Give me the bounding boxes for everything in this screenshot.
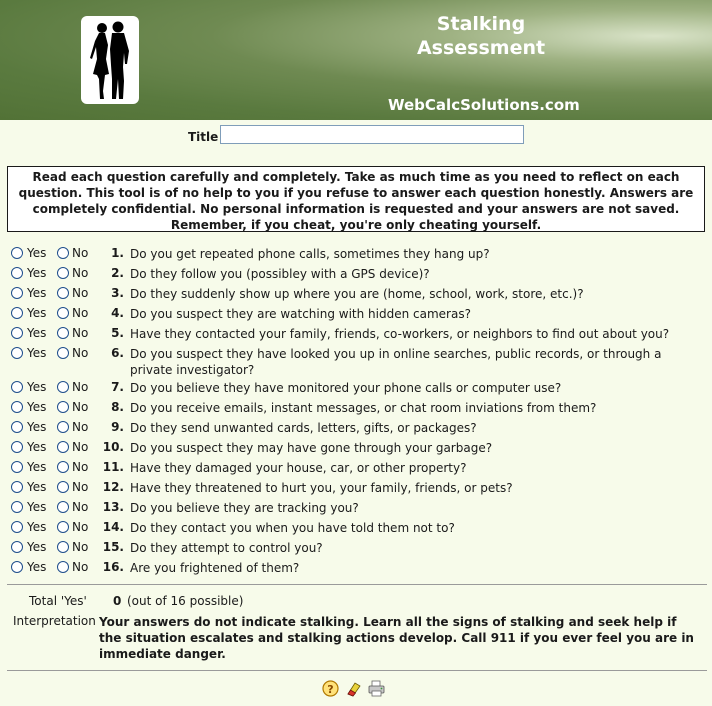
no-label[interactable]: No <box>72 480 89 494</box>
yes-label[interactable]: Yes <box>27 420 47 434</box>
question-row <box>0 440 712 460</box>
total-label: Total 'Yes' <box>29 594 87 608</box>
question-number: 5. <box>111 326 124 340</box>
total-note: (out of 16 possible) <box>127 594 244 608</box>
no-radio[interactable] <box>57 401 69 413</box>
no-radio[interactable] <box>57 287 69 299</box>
question-text: Do you suspect they have looked you up in online searches, public records, or through a private investigator? <box>130 347 662 377</box>
yes-radio[interactable] <box>11 441 23 453</box>
instructions-box: Read each question carefully and completely. Take as much time as you need to reflect on each question. This tool is of no help to you if you refuse to answer each question honestly. Answers are completely confidential. No personal information is requested and your answers are not saved. Remember, if you cheat, you're only cheating yourself. <box>7 166 705 232</box>
question-text: Have they contacted your family, friends, co-workers, or neighbors to find out about you? <box>130 327 670 341</box>
no-radio[interactable] <box>57 307 69 319</box>
no-radio[interactable] <box>57 481 69 493</box>
yes-label[interactable]: Yes <box>27 246 47 260</box>
no-radio[interactable] <box>57 521 69 533</box>
question-text: Do you suspect they are watching with hidden cameras? <box>130 307 471 321</box>
no-radio[interactable] <box>57 541 69 553</box>
yes-radio[interactable] <box>11 381 23 393</box>
question-row <box>0 420 712 440</box>
total-value: 0 <box>113 594 122 608</box>
no-radio[interactable] <box>57 421 69 433</box>
logo <box>81 16 139 104</box>
yes-label[interactable]: Yes <box>27 346 47 360</box>
yes-radio[interactable] <box>11 461 23 473</box>
question-number: 16. <box>102 560 124 574</box>
yes-label[interactable]: Yes <box>27 520 47 534</box>
question-number: 9. <box>111 420 124 434</box>
title-input[interactable] <box>220 125 524 144</box>
yes-label[interactable]: Yes <box>27 286 47 300</box>
question-row <box>0 286 712 306</box>
yes-radio[interactable] <box>11 481 23 493</box>
yes-label[interactable]: Yes <box>27 500 47 514</box>
no-label[interactable]: No <box>72 326 89 340</box>
question-text: Do they send unwanted cards, letters, gifts, or packages? <box>130 421 477 435</box>
yes-label[interactable]: Yes <box>27 560 47 574</box>
yes-label[interactable]: Yes <box>27 440 47 454</box>
question-number: 7. <box>111 380 124 394</box>
question-number: 3. <box>111 286 124 300</box>
app-title-line2: Assessment <box>416 37 546 59</box>
yes-radio[interactable] <box>11 521 23 533</box>
question-row <box>0 480 712 500</box>
question-text: Do they attempt to control you? <box>130 541 323 555</box>
site-name: WebCalcSolutions.com <box>388 96 580 114</box>
no-label[interactable]: No <box>72 440 89 454</box>
yes-label[interactable]: Yes <box>27 326 47 340</box>
printer-icon[interactable] <box>368 680 385 697</box>
yes-label[interactable]: Yes <box>27 306 47 320</box>
divider-bottom <box>7 670 707 671</box>
question-number: 11. <box>102 460 124 474</box>
question-row <box>0 346 712 380</box>
question-text: Do you get repeated phone calls, sometimes they hang up? <box>130 247 490 261</box>
divider-top <box>7 584 707 585</box>
no-label[interactable]: No <box>72 266 89 280</box>
no-radio[interactable] <box>57 247 69 259</box>
question-number: 1. <box>111 246 124 260</box>
no-radio[interactable] <box>57 461 69 473</box>
eraser-icon[interactable] <box>345 680 362 697</box>
question-text: Do you receive emails, instant messages, or chat room inviations from them? <box>130 401 597 415</box>
question-number: 6. <box>111 346 124 360</box>
no-radio[interactable] <box>57 327 69 339</box>
question-row <box>0 380 712 400</box>
question-row <box>0 306 712 326</box>
no-label[interactable]: No <box>72 460 89 474</box>
yes-radio[interactable] <box>11 267 23 279</box>
no-label[interactable]: No <box>72 346 89 360</box>
question-row <box>0 500 712 520</box>
yes-label[interactable]: Yes <box>27 380 47 394</box>
question-row <box>0 246 712 266</box>
question-number: 2. <box>111 266 124 280</box>
question-number: 14. <box>102 520 124 534</box>
no-label[interactable]: No <box>72 520 89 534</box>
no-label[interactable]: No <box>72 286 89 300</box>
no-label[interactable]: No <box>72 540 89 554</box>
app-title <box>400 12 562 60</box>
no-label[interactable]: No <box>72 380 89 394</box>
question-row <box>0 560 712 580</box>
no-radio[interactable] <box>57 347 69 359</box>
yes-radio[interactable] <box>11 307 23 319</box>
no-radio[interactable] <box>57 501 69 513</box>
question-number: 13. <box>102 500 124 514</box>
question-row <box>0 266 712 286</box>
question-number: 12. <box>102 480 124 494</box>
yes-radio[interactable] <box>11 561 23 573</box>
question-row <box>0 520 712 540</box>
question-text: Do you believe they are tracking you? <box>130 501 359 515</box>
yes-label[interactable]: Yes <box>27 266 47 280</box>
question-number: 15. <box>102 540 124 554</box>
yes-label[interactable]: Yes <box>27 460 47 474</box>
no-radio[interactable] <box>57 441 69 453</box>
no-label[interactable]: No <box>72 560 89 574</box>
interpretation-text: Your answers do not indicate stalking. Learn all the signs of stalking and seek help if the situation escalates and stalking actions develop. Call 911 if you ever feel you are in immediate danger. <box>99 615 694 661</box>
title-row <box>0 125 712 147</box>
question-text: Do they suddenly show up where you are (home, school, work, store, etc.)? <box>130 287 584 301</box>
title-label: Title <box>188 130 219 144</box>
question-text: Do you believe they have monitored your phone calls or computer use? <box>130 381 562 395</box>
no-label[interactable]: No <box>72 246 89 260</box>
question-text: Do they follow you (possibley with a GPS device)? <box>130 267 430 281</box>
question-number: 10. <box>102 440 124 454</box>
question-text: Do they contact you when you have told them not to? <box>130 521 455 535</box>
app-title-line1: Stalking <box>436 13 526 35</box>
question-number: 8. <box>111 400 124 414</box>
question-number: 4. <box>111 306 124 320</box>
question-row <box>0 326 712 346</box>
yes-radio[interactable] <box>11 347 23 359</box>
yes-radio[interactable] <box>11 401 23 413</box>
no-label[interactable]: No <box>72 420 89 434</box>
question-text: Do you suspect they may have gone through your garbage? <box>130 441 493 455</box>
no-radio[interactable] <box>57 561 69 573</box>
no-radio[interactable] <box>57 267 69 279</box>
couple-silhouette-icon <box>85 19 135 101</box>
yes-label[interactable]: Yes <box>27 480 47 494</box>
yes-radio[interactable] <box>11 247 23 259</box>
help-icon[interactable] <box>322 680 339 697</box>
svg-text:?: ? <box>327 682 334 696</box>
yes-radio[interactable] <box>11 287 23 299</box>
yes-label[interactable]: Yes <box>27 540 47 554</box>
no-label[interactable]: No <box>72 306 89 320</box>
header-banner <box>0 0 712 120</box>
yes-radio[interactable] <box>11 541 23 553</box>
yes-radio[interactable] <box>11 421 23 433</box>
yes-radio[interactable] <box>11 327 23 339</box>
yes-radio[interactable] <box>11 501 23 513</box>
question-text: Have they damaged your house, car, or other property? <box>130 461 467 475</box>
question-row <box>0 540 712 560</box>
question-row <box>0 400 712 420</box>
question-text: Have they threatened to hurt you, your family, friends, or pets? <box>130 481 513 495</box>
question-row <box>0 460 712 480</box>
question-text: Are you frightened of them? <box>130 561 300 575</box>
no-label[interactable]: No <box>72 500 89 514</box>
no-radio[interactable] <box>57 381 69 393</box>
no-label[interactable]: No <box>72 400 89 414</box>
yes-label[interactable]: Yes <box>27 400 47 414</box>
interpretation-label: Interpretation <box>13 614 96 628</box>
